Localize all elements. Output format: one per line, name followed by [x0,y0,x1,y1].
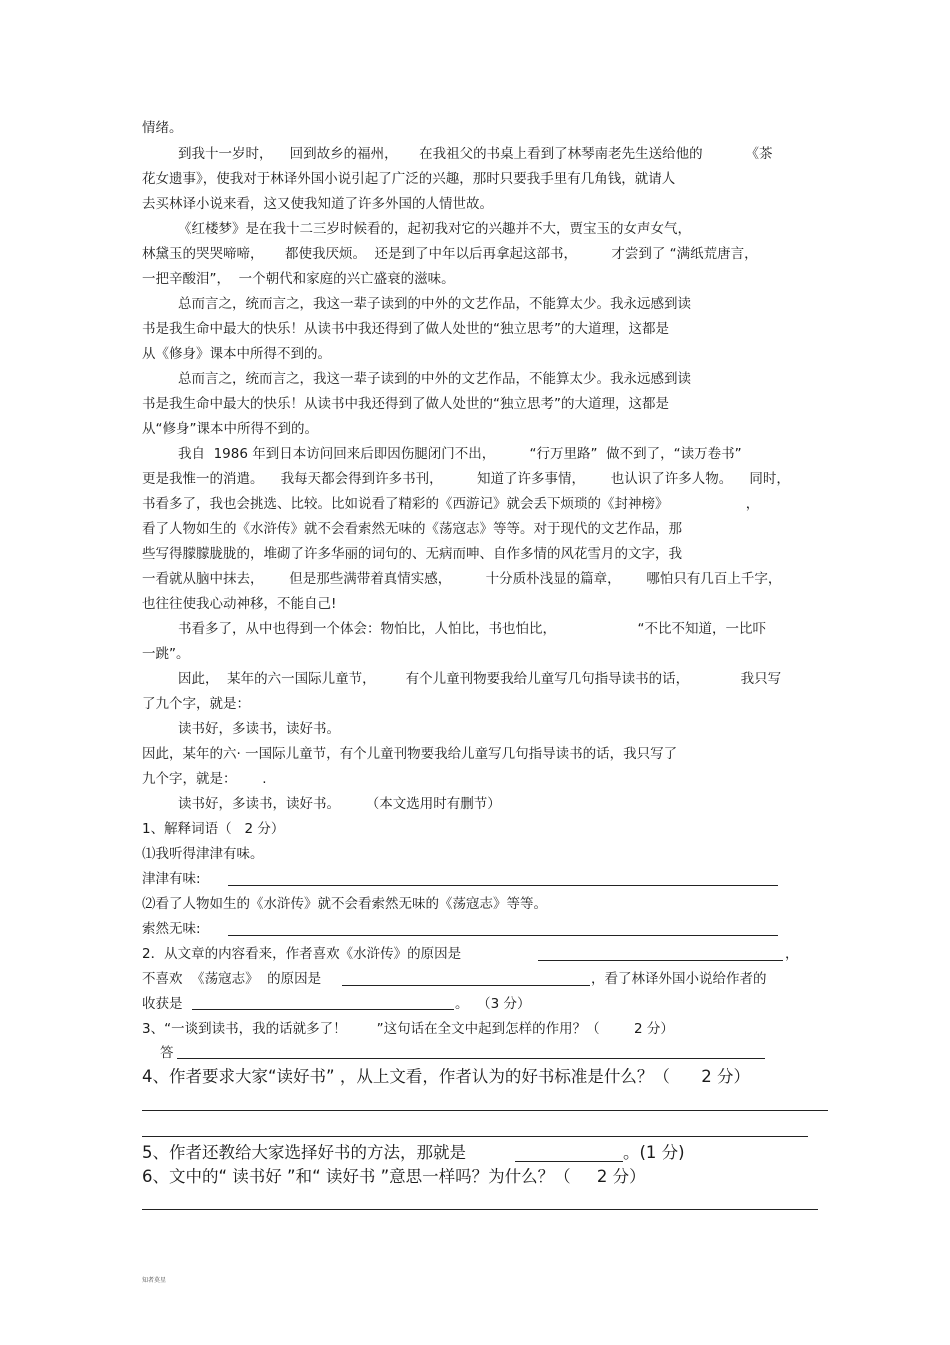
passage-line: 林黛玉的哭哭啼啼， 都使我厌烦。 还是到了中年以后再拿起这部书， 才尝到了 “满纸荒唐言， [142,246,758,262]
question-1-title: 1、解释词语（ 2 分） [142,821,285,837]
passage-line: 些写得朦朦胧胧的，堆砌了许多华丽的词句的、无病而呻、自作多情的风花雪月的文字，我 [142,546,682,562]
question-2-line1: 2．从文章的内容看来，作者喜欢《水浒传》的原因是 [142,946,462,962]
answer-line-6[interactable] [142,1209,818,1210]
passage-line: 一跳”。 [142,646,190,662]
question-5a: 5、作者还教给大家选择好书的方法，那就是 [142,1143,466,1162]
question-2-line3b: 。 （3 分） [455,996,531,1012]
passage-line: 也往往使我心动神移，不能自己! [142,596,337,612]
question-2-comma: ， [785,946,799,962]
answer-line-2c[interactable] [192,1009,454,1010]
passage-line: 一把辛酸泪”， 一个朝代和家庭的兴亡盛衰的滋味。 [142,271,455,287]
question-2-line2a: 不喜欢 《荡寇志》 的原因是 [142,971,322,987]
answer-line-1a[interactable] [228,885,778,886]
passage-line: 九个字，就是： . [142,771,267,787]
question-4: 4、作者要求大家“读好书” ，从上文看，作者认为的好书标准是什么？（ 2 分） [142,1067,751,1086]
question-2-line3a: 收获是 [142,996,183,1012]
answer-line-2b[interactable] [342,985,590,986]
passage-line: 读书好，多读书，读好书。 [178,721,340,737]
question-1a-label: 津津有味: [142,871,201,887]
question-3-answer-label: 答 [160,1045,174,1061]
question-5b: 。(1 分) [623,1143,685,1162]
question-6: 6、文中的“ 读书好 ”和“ 读好书 ”意思一样吗？为什么？（ 2 分） [142,1167,646,1186]
passage-line: 书是我生命中最大的快乐！从读书中我还得到了做人处世的“独立思考”的大道理，这都是 [142,321,669,337]
passage-line: 总而言之，统而言之，我这一辈子读到的中外的文艺作品，不能算太少。我永远感到读 [178,296,691,312]
answer-line-3[interactable] [177,1058,765,1059]
answer-line-4a[interactable] [142,1110,828,1111]
passage-line: 《红楼梦》是在我十二三岁时候看的，起初我对它的兴趣并不大，贾宝玉的女声女气， [178,221,691,237]
passage-line: 看了人物如生的《水浒传》就不会看索然无味的《荡寇志》等等。对于现代的文艺作品，那 [142,521,682,537]
footer-text: 知者莫星 [142,1277,167,1284]
question-1b-label: 索然无味: [142,921,201,937]
passage-line: 情绪。 [142,120,183,136]
passage-line: 书看多了，我也会挑选、比较。比如说看了精彩的《西游记》就会丢下烦琐的《封神榜》 ， [142,496,760,512]
passage-line: 读书好，多读书，读好书。 （本文选用时有删节） [178,796,501,812]
answer-line-2a[interactable] [538,960,783,961]
passage-line: 更是我惟一的消遣。 我每天都会得到许多书刊， 知道了许多事情， 也认识了许多人物。 同时， [142,471,790,487]
passage-line: 去买林译小说来看，这又使我知道了许多外国的人情世故。 [142,196,493,212]
answer-line-4b[interactable] [142,1136,808,1137]
answer-line-5[interactable] [515,1161,623,1162]
passage-line: 我自 1986 年到日本访问回来后即因伤腿闭门不出， “行万里路” 做不到了，“读万卷书” [178,446,742,462]
passage-line: 书看多了，从中也得到一个体会：物怕比，人怕比，书也怕比， “不比不知道，一比吓 [178,621,767,637]
passage-line: 因此，某年的六· 一国际儿童节，有个儿童刊物要我给儿童写几句指导读书的话，我只写了 [142,746,678,762]
question-1a: ⑴我听得津津有味。 [142,846,264,862]
passage-line: 花女遗事》，使我对于林译外国小说引起了广泛的兴趣，那时只要我手里有几角钱，就请人 [142,171,676,187]
question-1b: ⑵看了人物如生的《水浒传》就不会看索然无味的《荡寇志》等等。 [142,896,547,912]
passage-line: 总而言之，统而言之，我这一辈子读到的中外的文艺作品，不能算太少。我永远感到读 [178,371,691,387]
question-3: 3、“一谈到读书，我的话就多了！ ”这句话在全文中起到怎样的作用？（ 2 分） [142,1021,674,1037]
passage-line: 一看就从脑中抹去， 但是那些满带着真情实感， 十分质朴浅显的篇章， 哪怕只有几百上千字， [142,571,782,587]
passage-line: 从《修身》课本中所得不到的。 [142,346,331,362]
answer-line-1b[interactable] [228,935,778,936]
passage-line: 到我十一岁时， 回到故乡的福州， 在我祖父的书桌上看到了林琴南老先生送给他的 《茶 [178,146,773,162]
passage-line: 因此， 某年的六一国际儿童节， 有个儿童刊物要我给儿童写几句指导读书的话， 我只写 [178,671,782,687]
question-2-line2b: ，看了林译外国小说给作者的 [591,971,767,987]
passage-line: 书是我生命中最大的快乐！从读书中我还得到了做人处世的“独立思考”的大道理，这都是 [142,396,669,412]
passage-line: 从“修身”课本中所得不到的。 [142,421,318,437]
passage-line: 了九个字，就是： [142,696,250,712]
